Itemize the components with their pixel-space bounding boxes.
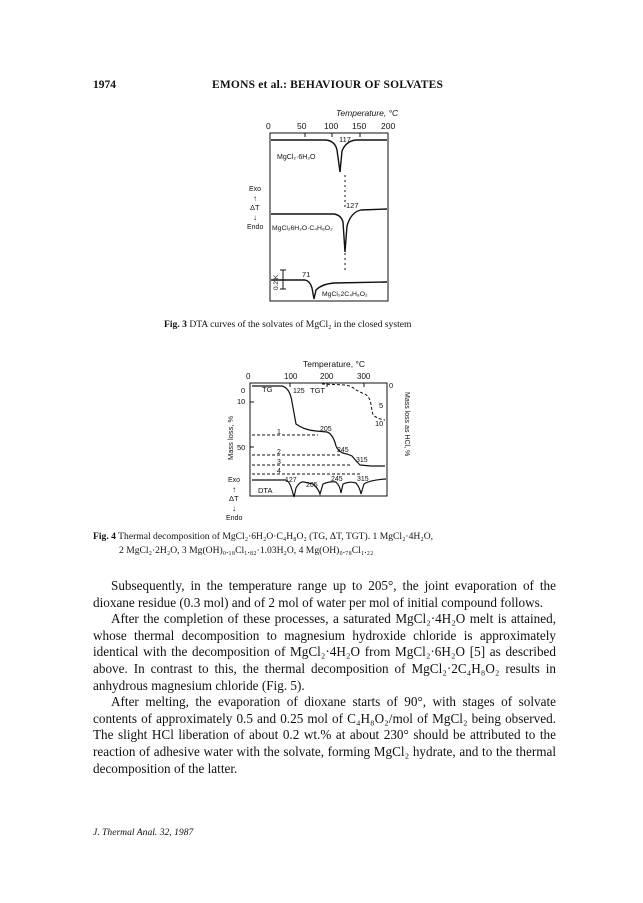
figure-4 — [0, 330, 643, 530]
fig3-tick-200: 200 — [381, 121, 396, 131]
fig4-endo: Endo — [226, 515, 243, 522]
fig4-tg-125: 125 — [293, 388, 305, 395]
fig4-caption — [93, 530, 563, 558]
fig3-tick-50: 50 — [297, 121, 307, 131]
fig3-delta-t: ΔT — [250, 203, 260, 212]
fig4-tick-100: 100 — [284, 372, 298, 381]
fig4-dta-315: 315 — [357, 476, 369, 483]
fig4-tick-300: 300 — [357, 372, 371, 381]
fig4-dta-205: 205 — [306, 482, 318, 489]
fig4-tg-205: 205 — [320, 426, 332, 433]
fig4-dta-127: 127 — [285, 477, 297, 484]
fig3-endo: Endo — [247, 224, 264, 231]
fig3-curve-3-label: MgCl₂2C₄H₈O₂ — [322, 291, 368, 298]
fig4-left-tick-50: 50 — [237, 443, 246, 452]
fig4-tg-label: TG — [262, 385, 273, 394]
running-title: EMONS et al.: BEHAVIOUR OF SOLVATES — [212, 79, 444, 91]
fig4-caption-text-1: Thermal decomposition of MgCl₂·6H₂O·C₄H₈O₂ (TG, ΔT, TGT). 1 MgCl₂·4H₂O, — [118, 531, 434, 542]
paragraph-3: After melting, the evaporation of dioxane starts of 90°, with stages of solvate contents of approximately 0.5 and 0.25 mol of C₄H₈O₂/mol of MgCl₂ being observed. The slight HCl liberation of about 0.2 wt.% at about 230° should be attributed to the reaction of adhesive water with the solvate, forming MgCl₂ hydrate, and to the thermal decomposition of the latter. — [93, 694, 556, 776]
figure-3 — [0, 0, 643, 330]
fig4-right-tick-0: 0 — [389, 381, 394, 390]
fig3-tick-100: 100 — [324, 121, 339, 131]
fig4-caption-label: Fig. 4 — [93, 531, 116, 542]
paragraph-1: Subsequently, in the temperature range up to 205°, the joint evaporation of the dioxane residue (0.3 mol) and of 2 mol of water per mol of initial compound follows. — [93, 578, 556, 610]
fig4-caption-line-1 — [93, 530, 563, 544]
fig3-curve-2-label: MgCl₂6H₂O·C₄H₈O₂ — [272, 225, 333, 232]
fig4-delta-t: ΔT — [229, 494, 239, 503]
fig4-axis-title: Temperature, °C — [303, 359, 365, 369]
fig4-exo: Exo — [228, 477, 241, 484]
fig4-dta-245: 245 — [331, 476, 343, 483]
fig4-right-tick-10: 10 — [375, 419, 384, 428]
body-text — [93, 578, 556, 777]
page-number: 1974 — [93, 79, 116, 91]
fig4-left-axis-label: Mass loss, % — [226, 415, 235, 460]
fig4-arrow-up: ↑ — [232, 485, 236, 494]
fig4-right-axis-label: Mass loss as HCl, % — [403, 392, 410, 457]
fig4-tg-315: 315 — [356, 457, 368, 464]
fig4-tg-245: 245 — [337, 447, 349, 454]
fig3-caption-text: DTA curves of the solvates of MgCl₂ in the closed system — [189, 319, 412, 330]
paragraph-2: After the completion of these processes, a saturated MgCl₂·4H₂O melt is attained, whose thermal decomposition to magnesium hydroxide chloride is approximately identical with the decomposition of MgCl₂·4H₂O from MgCl₂·6H₂O [5] as described above. In contrast to this, the thermal decomposition of MgCl₂·2C₄H₈O₂ results in anhydrous magnesium chloride (Fig. 5). — [93, 611, 556, 693]
fig4-tg-curve — [252, 386, 385, 466]
journal-footer: J. Thermal Anal. 32, 1987 — [93, 827, 194, 838]
fig3-scale-label: 0.2 K — [273, 274, 280, 290]
fig3-arrow-down: ↓ — [253, 213, 257, 222]
fig4-tgt-curve — [322, 384, 385, 420]
fig3-curve-1-peak: 117 — [339, 135, 351, 144]
fig3-tick-150: 150 — [352, 121, 367, 131]
fig4-left-tick-0: 0 — [241, 386, 246, 395]
fig4-arrow-down: ↓ — [232, 504, 236, 513]
fig3-arrow-up: ↑ — [253, 194, 257, 203]
fig3-axis-title: Temperature, °C — [336, 108, 399, 118]
fig3-curve-1-label: MgCl₂·6H₂O — [277, 154, 316, 161]
fig4-left-tick-10: 10 — [237, 397, 246, 406]
fig4-level-4-label: 4 — [277, 468, 281, 475]
fig3-curve-2-peak: 127 — [346, 201, 359, 210]
fig4-tick-0: 0 — [246, 372, 251, 381]
fig4-level-3-label: 3 — [277, 459, 281, 466]
fig4-right-tick-5: 5 — [379, 401, 384, 410]
fig3-exo: Exo — [249, 186, 262, 193]
fig4-tick-200: 200 — [320, 372, 334, 381]
fig4-level-2-label: 2 — [277, 449, 281, 456]
fig4-tgt-label: TGT — [310, 386, 325, 395]
fig4-dta-label: DTA — [258, 486, 273, 495]
fig3-tick-0: 0 — [266, 121, 271, 131]
fig3-curve-3-peak: 71 — [302, 270, 311, 279]
fig4-level-1-label: 1 — [277, 429, 281, 436]
fig3-caption-label: Fig. 3 — [164, 319, 187, 330]
fig4-caption-line-2: 2 MgCl₂·2H₂O, 3 Mg(OH)₀.₁₈Cl₁.₈₂·1.03H₂O, 4 Mg(OH)₀.₇₈Cl₁.₂₂ — [119, 545, 374, 556]
